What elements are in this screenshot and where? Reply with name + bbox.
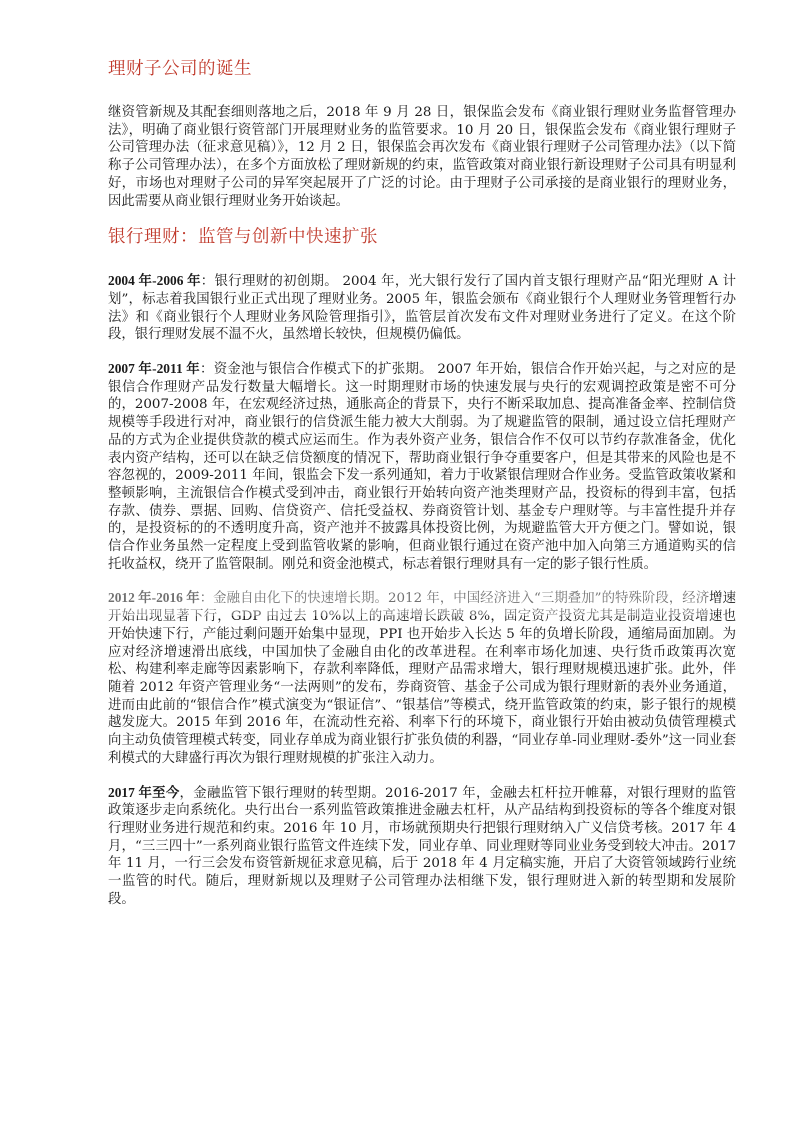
phase-text: ：银行理财的初创期。 2004 年，光大银行发行了国内首支银行理财产品“阳光理财 A 计划”，标志着我国银行业正式出现了理财业务。2005 年，银监会颁布《商业银行个人理财业务管理暂行办法》和《商业银行个人理财业务风险管理指引》，监管层首次发布文件对理财业务进行了定义。在这个阶段，银行理财发展不温不火，虽然增长较快，但规模仍偏低。 xyxy=(108,274,736,343)
section-title-bank-wm: 银行理财：监管与创新中快速扩张 xyxy=(108,227,378,248)
phase-text: ：金融自由化下的快速增长期。2012 年，中国经济进入“三期叠加”的特殊阶段，经济增速开始出现显著下行，GDP 由过去 10%以上的高速增长跌破 8%，固定资产投资尤其是制造业投资增速也开始快速下行，产能过剩问题开始集中显现，PPI 也开始步入长达 5 年的负增长阶段，通缩局面加剧。为应对经济增速滑出底线，中国加快了金融自由化的改革进程。在利率市场化加速、央行货币政策再次宽松、构建利率走廊等因素影响下，存款利率降低，理财产品需求增大，银行理财规模迅速扩张。此外，伴随着 2012 年资产管理业务“一法两则”的发布，券商资管、基金子公司成为银行理财新的表外业务通道，进而由此前的“银信合作”模式演变为“银证信”、“银基信”等模式，绕开监管政策的约束，影子银行的规模越发庞大。2015 年到 2016 年，在流动性充裕、利率下行的环境下，商业银行开始由被动负债管理模式向主动负债管理模式转变，同业存单成为商业银行扩张负债的利器，“同业存单-同业理财-委外”这一同业套利模式的大肆盛行再次为银行理财规模的扩张注入动力。 xyxy=(108,591,736,766)
phase-label: 2017 年至今 xyxy=(108,784,180,800)
phase-paragraph-2007-2011 xyxy=(108,360,736,573)
phase-text: ：资金池与银信合作模式下的扩张期。 2007 年开始，银信合作开始兴起，与之对应的是银信合作理财产品发行数量大幅增长。这一时期理财市场的快速发展与央行的宏观调控政策是密不可分的，2007-2008 年，在宏观经济过热，通胀高企的背景下，央行不断采取加息、提高准备金率、控制信贷规模等手段进行对冲，商业银行的信贷派生能力被大大削弱。为了规避监管的限制，通过设立信托理财产品的方式为企业提供贷款的模式应运而生。作为表外资产业务，银信合作不仅可以节约存款准备金，优化表内资产结构，还可以在缺乏信贷额度的情况下，帮助商业银行争夺重要客户，但是其带来的风险也是不容忽视的，2009-2011 年间，银监会下发一系列通知，着力于收紧银信理财合作业务。受监管政策收紧和整顿影响，主流银信合作模式受到冲击，商业银行开始转向资产池类理财产品，投资标的得到丰富，包括存款、债券、票据、回购、信贷资产、信托受益权、券商资管计划、基金专户理财等。与丰富性提升并存的，是投资标的的不透明度升高，资产池并不披露具体投资比例，为规避监管大开方便之门。譬如说，银信合作业务虽然一定程度上受到监管收紧的影响，但商业银行通过在资产池中加入向第三方通道购买的信托收益权，绕开了监管限制。刚兑和资金池模式，标志着银行理财具有一定的影子银行性质。 xyxy=(108,362,737,572)
intro-paragraph: 继资管新规及其配套细则落地之后，2018 年 9 月 28 日，银保监会发布《商业银行理财业务监督管理办法》，明确了商业银行资管部门开展理财业务的监管要求。10 月 20 日，银保监会发布《商业银行理财子公司管理办法（征求意见稿）》，12 月 2 日，银保监会再次发布《商业银行理财子公司管理办法》（以下简称子公司管理办法），在多个方面放松了理财新规的约束，监管政策对商业银行新设理财子公司具有明显利好，市场也对理财子公司的异军突起展开了广泛的讨论。由于理财子公司承接的是商业银行的理财业务，因此需要从商业银行理财业务开始谈起。 xyxy=(108,105,736,209)
phase-label: 2012 年-2016 年 xyxy=(108,590,200,606)
phase-paragraph-2017-now xyxy=(108,784,736,909)
phase-label: 2004 年-2006 年 xyxy=(108,273,201,289)
phase-text: ，金融监管下银行理财的转型期。2016-2017 年，金融去杠杆拉开帷幕，对银行理财的监管政策逐步走向系统化。央行出台一系列监管政策推进金融去杠杆，从产品结构到投资标的等各个维度对银行理财业务进行规范和约束。2016 年 10 月，市场就预期央行把银行理财纳入广义信贷考核。2017 年 4 月，“三三四十”一系列商业银行监管文件连续下发，同业存单、同业理财等同业业务受到较大冲击。2017 年 11 月，一行三会发布资管新规征求意见稿，后于 2018 年 4 月定稿实施，开启了大资管领域跨行业统一监管的时代。随后，理财新规以及理财子公司管理办法相继下发，银行理财进入新的转型期和发展阶段。 xyxy=(108,785,736,907)
section-title-birth: 理财子公司的诞生 xyxy=(108,59,252,79)
document-page xyxy=(108,56,736,908)
phase-paragraph-2012-2016 xyxy=(108,589,736,767)
phase-paragraph-2004-2006 xyxy=(108,272,736,344)
phase-label: 2007 年-2011 年 xyxy=(108,361,200,377)
